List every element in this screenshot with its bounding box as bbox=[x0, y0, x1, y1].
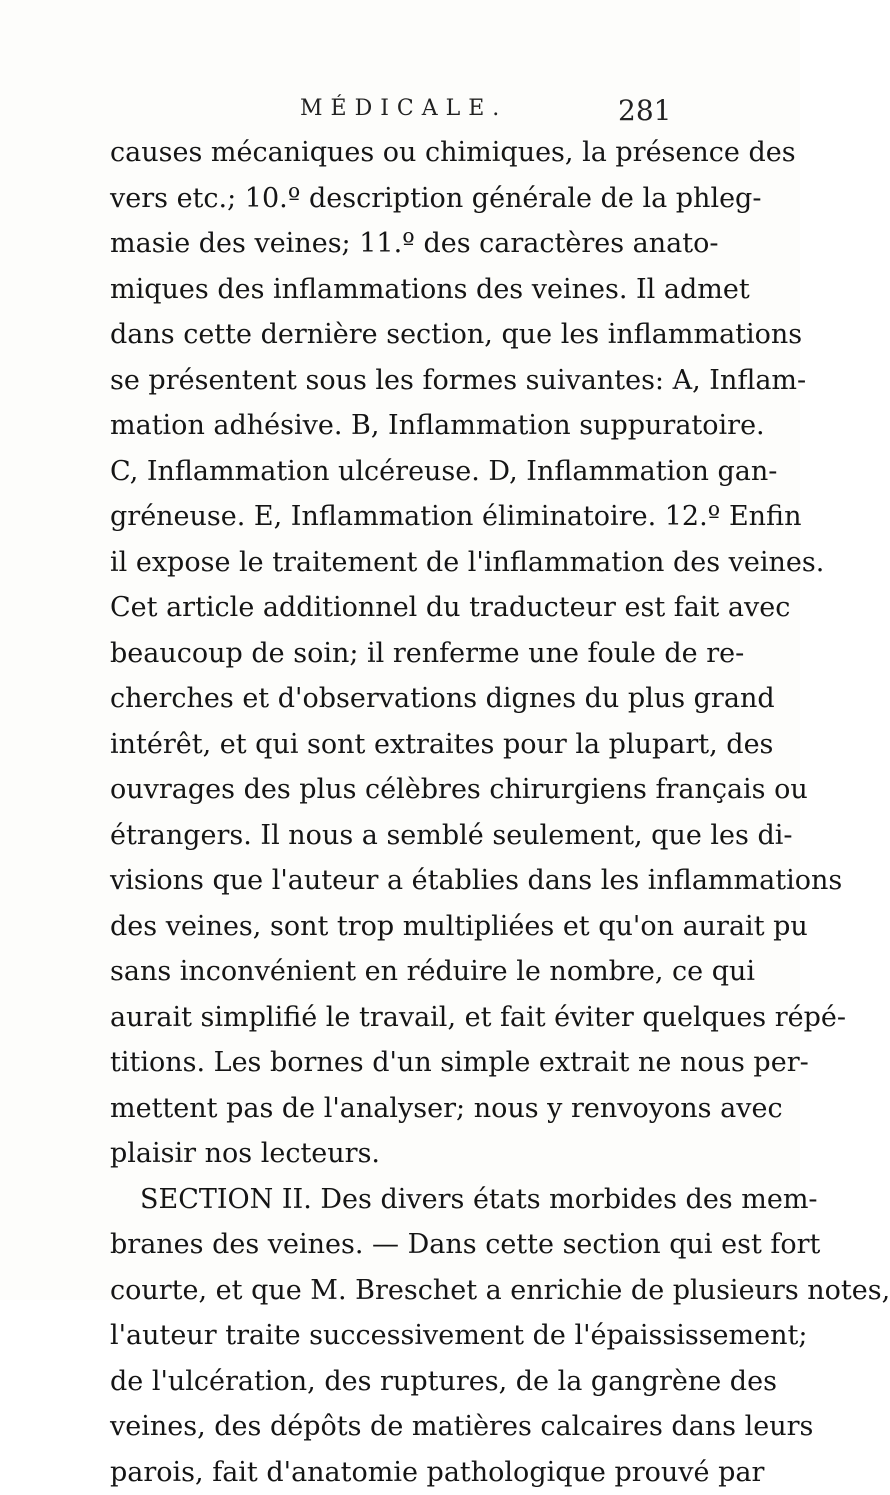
text-line: parois, fait d'anatomie pathologique prouvé par bbox=[110, 1450, 688, 1495]
page-number: 281 bbox=[618, 94, 671, 127]
text-line: de l'ulcération, des ruptures, de la gangrène des bbox=[110, 1359, 688, 1405]
text-line: mation adhésive. B, Inflammation suppuratoire. bbox=[110, 403, 688, 449]
text-line: courte, et que M. Breschet a enrichie de plusieurs notes, bbox=[110, 1268, 688, 1314]
text-line: veines, des dépôts de matières calcaires dans leurs bbox=[110, 1404, 688, 1450]
section-heading-line: SECTION II. Des divers états morbides des mem- bbox=[110, 1177, 688, 1223]
text-line: mettent pas de l'analyser; nous y renvoyons avec bbox=[110, 1086, 688, 1132]
body-text bbox=[110, 130, 688, 1495]
text-line: l'auteur traite successivement de l'épaississement; bbox=[110, 1313, 688, 1359]
text-line: intérêt, et qui sont extraites pour la plupart, des bbox=[110, 722, 688, 768]
text-line: plaisir nos lecteurs. bbox=[110, 1131, 688, 1177]
text-line: beaucoup de soin; il renferme une foule de re- bbox=[110, 631, 688, 677]
text-line: causes mécaniques ou chimiques, la présence des bbox=[110, 130, 688, 176]
text-line: aurait simplifié le travail, et fait éviter quelques répé- bbox=[110, 995, 688, 1041]
text-line: branes des veines. — Dans cette section qui est fort bbox=[110, 1222, 688, 1268]
text-line: cherches et d'observations dignes du plus grand bbox=[110, 676, 688, 722]
text-line: il expose le traitement de l'inflammation des veines. bbox=[110, 540, 688, 586]
text-line: sans inconvénient en réduire le nombre, ce qui bbox=[110, 949, 688, 995]
text-line: titions. Les bornes d'un simple extrait ne nous per- bbox=[110, 1040, 688, 1086]
text-line: vers etc.; 10.º description générale de la phleg- bbox=[110, 176, 688, 222]
text-line: se présentent sous les formes suivantes: A, Inflam- bbox=[110, 358, 688, 404]
text-line: C, Inflammation ulcéreuse. D, Inflammation gan- bbox=[110, 449, 688, 495]
text-line: dans cette dernière section, que les inflammations bbox=[110, 312, 688, 358]
text-line: ouvrages des plus célèbres chirurgiens français ou bbox=[110, 767, 688, 813]
text-line: miques des inflammations des veines. Il admet bbox=[110, 267, 688, 313]
text-line: gréneuse. E, Inflammation éliminatoire. 12.º Enfin bbox=[110, 494, 688, 540]
text-line: des veines, sont trop multipliées et qu'on aurait pu bbox=[110, 904, 688, 950]
text-line: masie des veines; 11.º des caractères anato- bbox=[110, 221, 688, 267]
text-line: étrangers. Il nous a semblé seulement, que les di- bbox=[110, 813, 688, 859]
text-line: Cet article additionnel du traducteur est fait avec bbox=[110, 585, 688, 631]
running-title: MÉDICALE. bbox=[300, 96, 507, 121]
text-line: visions que l'auteur a établies dans les inflammations bbox=[110, 858, 688, 904]
